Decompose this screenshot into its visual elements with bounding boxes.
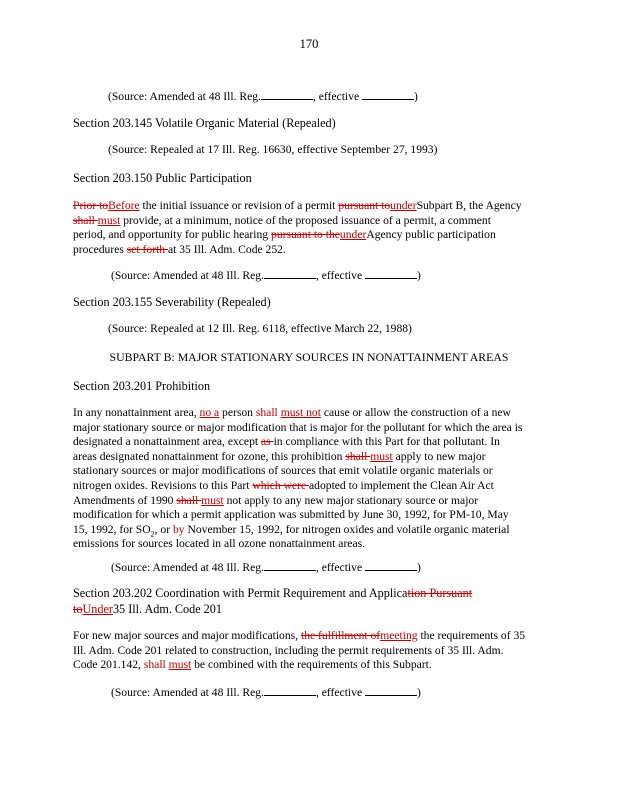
blank-reg xyxy=(264,559,316,571)
text-line: period, and opportunity for public hearing pursuant to theunderAgency public participation xyxy=(73,228,496,242)
section-heading-203-150: Section 203.150 Public Participation xyxy=(73,171,252,185)
text-line: Amendments of 1990 shall must not apply to any new major stationary source or major xyxy=(73,493,479,507)
text-line: major stationary source or major modification that is major for the pollutant for which the area is xyxy=(73,420,523,434)
page-number: 170 xyxy=(299,37,319,51)
blank-reg xyxy=(264,684,316,696)
text-line: 15, 1992, for $SO_2$, or by November 15, 1992, for nitrogen oxides and volatile organic material xyxy=(73,522,510,539)
text-line: Prior toBefore the initial issuance or revision of a permit pursuant tounderSubpart B, the Agency xyxy=(73,199,522,212)
text-line: modification for which a permit application was submitted by June 30, 1992, for PM-10, May xyxy=(73,508,509,522)
blank-date xyxy=(365,559,417,571)
source-note-amended-202: (Source: Amended at 48 Ill. Reg. , effective ) xyxy=(111,686,421,699)
blank-reg xyxy=(261,88,313,100)
subpart-title: SUBPART B: MAJOR STATIONARY SOURCES IN NONATTAINMENT AREAS xyxy=(109,350,509,364)
source-note-amended-1: (Source: Amended at 48 Ill. Reg. , effective ) xyxy=(108,90,418,103)
section-heading-203-145: Section 203.145 Volatile Organic Material (Repealed) xyxy=(73,116,336,130)
text-line: emissions for sources located in all ozone nonattainment areas. xyxy=(73,537,366,551)
text-line: In any nonattainment area, no a person shall must not cause or allow the construction of a new xyxy=(73,406,511,419)
source-note-repealed-155: (Source: Repealed at 12 Ill. Reg. 6118, effective March 22, 1988) xyxy=(108,322,412,335)
text-line: For new major sources and major modifications, the fulfillment ofmeeting the requirements of 35 xyxy=(73,629,526,642)
text-line: shall must provide, at a minimum, notice of the proposed issuance of a permit, a comment xyxy=(73,213,491,227)
blank-date xyxy=(362,88,414,100)
source-note-repealed-145: (Source: Repealed at 17 Ill. Reg. 16630, effective September 27, 1993) xyxy=(108,143,438,156)
text-line: Code 201.142, shall must be combined with the requirements of this Subpart. xyxy=(73,658,432,672)
blank-reg xyxy=(264,267,316,279)
paragraph-203-202 xyxy=(73,629,553,673)
text-line: areas designated nonattainment for ozone, this prohibition shall must apply to new major xyxy=(73,449,486,463)
text-line: designated a nonattainment area, except as in compliance with this Part for that pollutant. In xyxy=(73,435,500,449)
text-line: Ill. Adm. Code 201 related to construction, including the permit requirements of 35 Ill. Adm. xyxy=(73,643,504,657)
text-line: stationary sources or major modifications of sources that emit volatile organic materials or xyxy=(73,464,493,478)
text-line: nitrogen oxides. Revisions to this Part which were adopted to implement the Clean Air Act xyxy=(73,478,494,492)
paragraph-203-201 xyxy=(73,406,553,552)
blank-date xyxy=(365,267,417,279)
blank-date xyxy=(365,684,417,696)
text-line: procedures set forth at 35 Ill. Adm. Code 252. xyxy=(73,242,286,256)
paragraph-203-150 xyxy=(73,199,553,257)
source-note-amended-201: (Source: Amended at 48 Ill. Reg. , effective ) xyxy=(111,561,421,574)
section-heading-203-155: Section 203.155 Severability (Repealed) xyxy=(73,295,271,309)
section-heading-203-202: Section 203.202 Coordination with Permit Requirement and Application Pursuant toUnder35 Ill. Adm. Code 201 xyxy=(73,586,473,616)
source-note-amended-150: (Source: Amended at 48 Ill. Reg. , effective ) xyxy=(111,269,421,282)
section-heading-203-201: Section 203.201 Prohibition xyxy=(73,379,211,393)
